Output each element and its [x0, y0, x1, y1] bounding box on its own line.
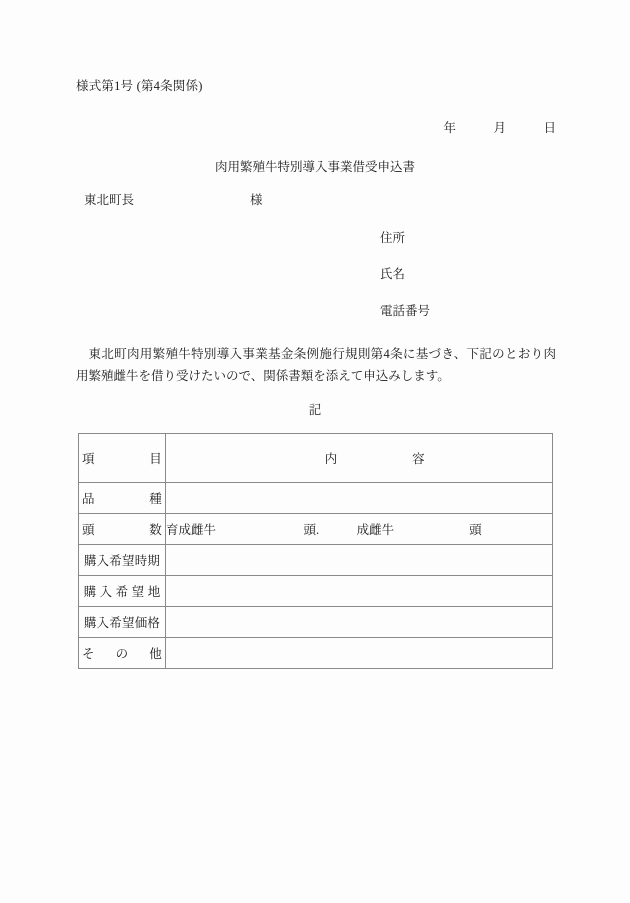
application-table	[78, 433, 553, 669]
table-row	[79, 576, 553, 607]
row-label-tosu-right: 数	[149, 523, 162, 537]
row-label-cell-purchase-period	[79, 545, 166, 576]
table-body	[79, 434, 553, 669]
date-line: 年 月 日	[443, 121, 556, 135]
applicant-name-label: 氏名	[380, 267, 406, 281]
table-header-label-left: 項	[82, 452, 95, 466]
table-row	[79, 514, 553, 545]
row-label-other-right: 他	[149, 647, 162, 661]
row-label-hinshu-left: 品	[82, 492, 95, 506]
row-label-cell-hinshu	[79, 483, 166, 514]
row-label-purchase-price: 購入希望価格	[83, 616, 161, 630]
row-label-hinshu-right: 種	[149, 492, 162, 506]
row-label-tosu-left: 頭	[82, 523, 95, 537]
row-value-purchase-period[interactable]	[166, 545, 553, 576]
row-label-other	[79, 644, 165, 662]
row-value-other[interactable]	[166, 638, 553, 669]
row-label-cell-purchase-place	[79, 576, 166, 607]
row-label-purchase-period: 購入希望時期	[83, 554, 161, 568]
table-header-label-cell	[79, 434, 166, 483]
row-label-other-left: そ	[82, 647, 95, 661]
form-number: 様式第1号 (第4条関係)	[76, 79, 203, 93]
row-label-purchase-place: 購 入 希 望 地	[83, 585, 161, 599]
document-title: 肉用繁殖牛特別導入事業借受申込書	[214, 160, 415, 174]
row-label-hinshu	[79, 489, 165, 507]
table-row	[79, 638, 553, 669]
table-header-label-right: 目	[149, 452, 162, 466]
applicant-address-label: 住所	[380, 231, 406, 245]
row-value-hinshu[interactable]	[166, 483, 553, 514]
table-header-row	[79, 434, 553, 483]
table-row	[79, 545, 553, 576]
applicant-phone-label: 電話番号	[380, 304, 431, 318]
row-label-cell-tosu	[79, 514, 166, 545]
row-label-other-mid: の	[115, 647, 129, 661]
body-paragraph	[76, 344, 556, 388]
addressee: 東北町長	[84, 193, 135, 207]
row-value-purchase-price[interactable]	[166, 607, 553, 638]
table-header-value-cell	[166, 434, 553, 483]
table-row	[79, 483, 553, 514]
table-row	[79, 607, 553, 638]
row-value-purchase-place[interactable]	[166, 576, 553, 607]
row-label-cell-purchase-price	[79, 607, 166, 638]
row-label-cell-other	[79, 638, 166, 669]
body-paragraph-text: 東北町肉用繁殖牛特別導入事業基金条例施行規則第4条に基づき、下記のとおり肉用繁殖雌牛を借り受けたいので、関係書類を添えて申込みします。	[76, 347, 556, 383]
ki-mark: 記	[308, 403, 322, 417]
row-label-tosu	[79, 520, 165, 538]
table-header-value: 内 容	[324, 452, 425, 466]
row-value-tosu[interactable]: 育成雌牛 頭. 成雌牛 頭	[166, 514, 553, 545]
addressee-honorific: 様	[250, 193, 263, 207]
table-header-label	[79, 449, 165, 467]
